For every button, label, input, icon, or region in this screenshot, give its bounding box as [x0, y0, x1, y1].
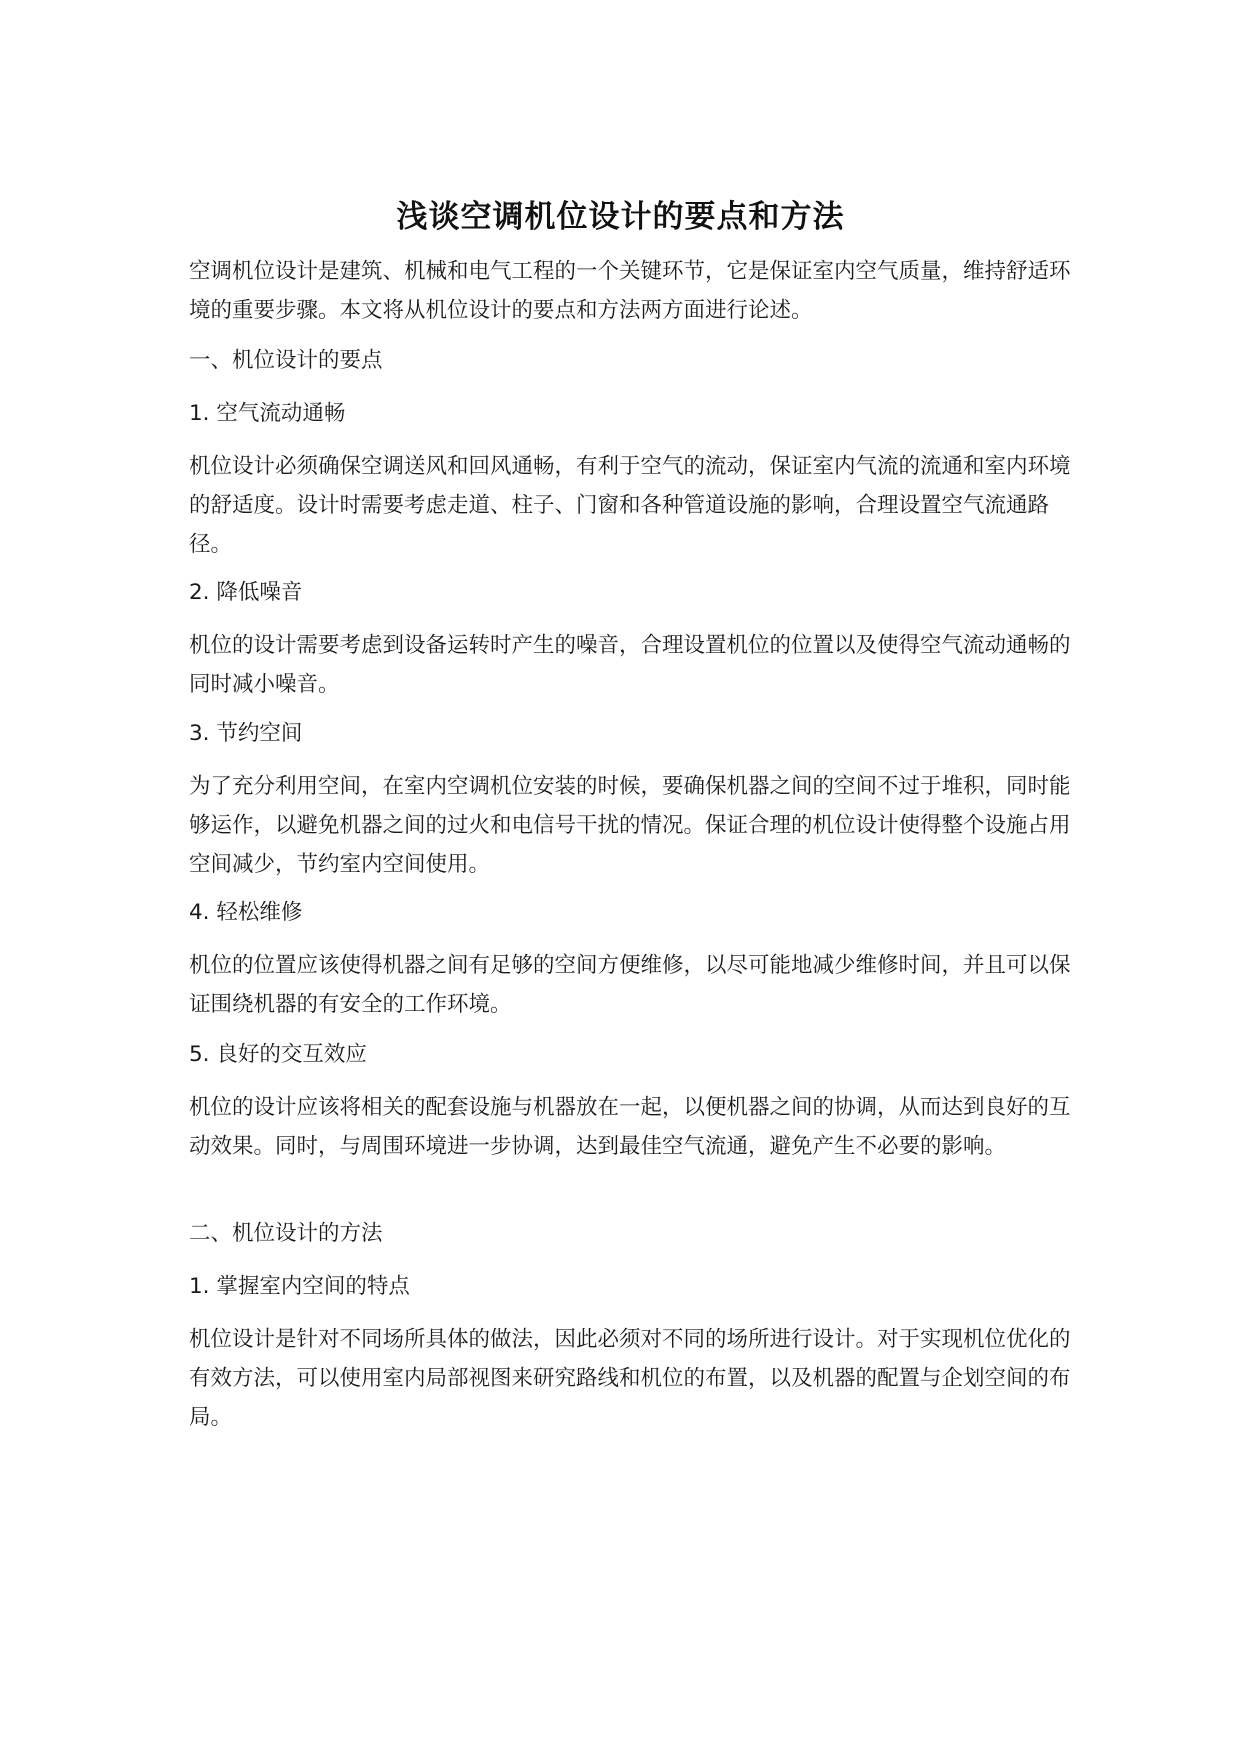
item-text-indoor-space: 机位设计是针对不同场所具体的做法，因此必须对不同的场所进行设计。对于实现机位优化的有效方法，可以使用室内局部视图来研究路线和机位的布置，以及机器的配置与企划空间的布局。 [189, 1327, 1071, 1430]
item-text-noise: 机位的设计需要考虑到设备运转时产生的噪音，合理设置机位的位置以及使得空气流动通畅的同时减小噪音。 [189, 633, 1071, 697]
section-heading-methods: 二、机位设计的方法 [189, 1221, 383, 1246]
item-text-space: 为了充分利用空间，在室内空调机位安装的时候，要确保机器之间的空间不过于堆积，同时能够运作，以避免机器之间的过火和电信号干扰的情况。保证合理的机位设计使得整个设施占用空间减少，节约室内空间使用。 [189, 774, 1071, 877]
item-heading-maintenance: 4. 轻松维修 [189, 900, 303, 925]
item-heading-indoor-space: 1. 掌握室内空间的特点 [189, 1274, 410, 1299]
item-text-airflow: 机位设计必须确保空调送风和回风通畅，有利于空气的流动，保证室内气流的流通和室内环境的舒适度。设计时需要考虑走道、柱子、门窗和各种管道设施的影响，合理设置空气流通路径。 [189, 454, 1071, 557]
item-heading-space: 3. 节约空间 [189, 721, 303, 746]
item-heading-interaction: 5. 良好的交互效应 [189, 1042, 367, 1067]
section-heading-key-points: 一、机位设计的要点 [189, 348, 383, 373]
item-heading-noise: 2. 降低噪音 [189, 580, 303, 605]
item-text-interaction: 机位的设计应该将相关的配套设施与机器放在一起，以便机器之间的协调，从而达到良好的互动效果。同时，与周围环境进一步协调，达到最佳空气流通，避免产生不必要的影响。 [189, 1095, 1071, 1159]
item-heading-airflow: 1. 空气流动通畅 [189, 401, 346, 426]
item-text-maintenance: 机位的位置应该使得机器之间有足够的空间方便维修，以尽可能地减少维修时间，并且可以保证围绕机器的有安全的工作环境。 [189, 953, 1071, 1017]
document-title: 浅谈空调机位设计的要点和方法 [396, 198, 845, 235]
intro-paragraph: 空调机位设计是建筑、机械和电气工程的一个关键环节，它是保证室内空气质量，维持舒适环境的重要步骤。本文将从机位设计的要点和方法两方面进行论述。 [189, 259, 1071, 323]
